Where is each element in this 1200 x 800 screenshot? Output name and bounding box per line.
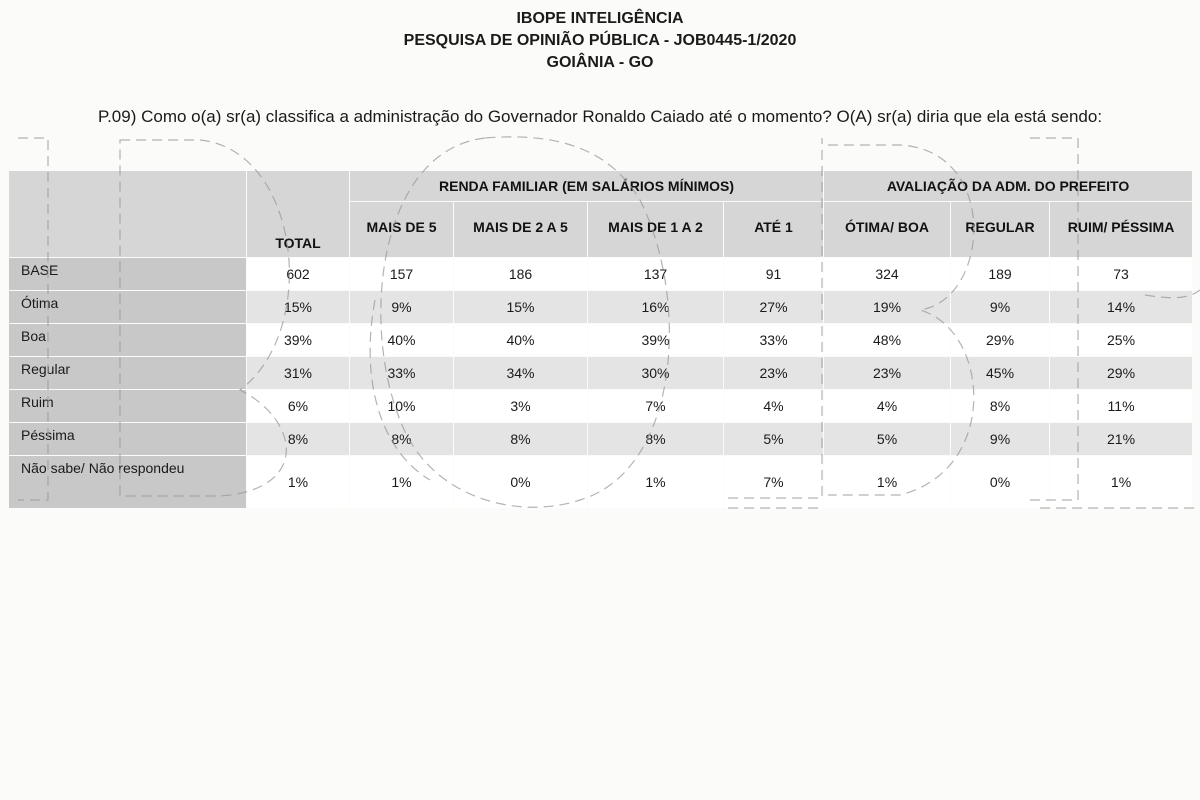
group-header-income: RENDA FAMILIAR (EM SALÁRIOS MÍNIMOS)	[350, 171, 824, 202]
table-cell: 23%	[824, 357, 951, 390]
table-cell: 0%	[454, 456, 588, 509]
table-cell: 21%	[1050, 423, 1193, 456]
table-cell: 29%	[1050, 357, 1193, 390]
group-header-evaluation: AVALIAÇÃO DA ADM. DO PREFEITO	[824, 171, 1193, 202]
table-cell: 33%	[350, 357, 454, 390]
table-cell: 39%	[588, 324, 724, 357]
col-header: MAIS DE 1 A 2	[588, 202, 724, 258]
table-cell: 1%	[1050, 456, 1193, 509]
table-cell: 137	[588, 258, 724, 291]
table-cell: 1%	[588, 456, 724, 509]
table-row	[9, 357, 1193, 390]
table-cell: 11%	[1050, 390, 1193, 423]
table-cell: 91	[724, 258, 824, 291]
table-cell: 1%	[824, 456, 951, 509]
table-cell: 602	[247, 258, 350, 291]
col-header: MAIS DE 5	[350, 202, 454, 258]
col-header: RUIM/ PÉSSIMA	[1050, 202, 1193, 258]
table-cell: 27%	[724, 291, 824, 324]
table-cell: 14%	[1050, 291, 1193, 324]
table-cell: 48%	[824, 324, 951, 357]
table-cell: 7%	[588, 390, 724, 423]
header-subtitle: PESQUISA DE OPINIÃO PÚBLICA - JOB0445-1/2020	[403, 32, 797, 49]
table-cell: 29%	[951, 324, 1050, 357]
col-header: ÓTIMA/ BOA	[824, 202, 951, 258]
table-cell: 189	[951, 258, 1050, 291]
row-label: Ótima	[9, 291, 247, 324]
header-title: IBOPE INTELIGÊNCIA	[516, 10, 684, 27]
table-cell: 23%	[724, 357, 824, 390]
col-header: ATÉ 1	[724, 202, 824, 258]
table-cell: 7%	[724, 456, 824, 509]
table-cell: 30%	[588, 357, 724, 390]
table-cell: 8%	[350, 423, 454, 456]
table-row	[9, 291, 1193, 324]
table-cell: 3%	[454, 390, 588, 423]
table-cell: 8%	[454, 423, 588, 456]
table-cell: 34%	[454, 357, 588, 390]
row-label: Não sabe/ Não respondeu	[9, 456, 247, 509]
table-cell: 5%	[824, 423, 951, 456]
table-cell: 186	[454, 258, 588, 291]
table-cell: 15%	[247, 291, 350, 324]
table-cell: 5%	[724, 423, 824, 456]
table-cell: 31%	[247, 357, 350, 390]
table-cell: 8%	[247, 423, 350, 456]
table-cell: 25%	[1050, 324, 1193, 357]
table-row	[9, 258, 1193, 291]
table-row	[9, 390, 1193, 423]
table-cell: 8%	[588, 423, 724, 456]
row-label: Ruim	[9, 390, 247, 423]
table-cell: 1%	[350, 456, 454, 509]
table-row	[9, 324, 1193, 357]
table-row	[9, 456, 1193, 509]
table-corner	[9, 171, 247, 258]
row-label: Péssima	[9, 423, 247, 456]
results-table	[8, 170, 1193, 509]
table-cell: 157	[350, 258, 454, 291]
table-cell: 8%	[951, 390, 1050, 423]
row-label: BASE	[9, 258, 247, 291]
col-header: REGULAR	[951, 202, 1050, 258]
table-cell: 45%	[951, 357, 1050, 390]
header-location: GOIÂNIA - GO	[546, 54, 654, 71]
table-cell: 9%	[951, 423, 1050, 456]
document-header	[0, 8, 1200, 74]
table-cell: 19%	[824, 291, 951, 324]
row-label: Boa	[9, 324, 247, 357]
table-cell: 10%	[350, 390, 454, 423]
table-cell: 39%	[247, 324, 350, 357]
table-cell: 0%	[951, 456, 1050, 509]
table-cell: 15%	[454, 291, 588, 324]
table-cell: 4%	[724, 390, 824, 423]
table-row	[9, 423, 1193, 456]
row-label: Regular	[9, 357, 247, 390]
table-cell: 9%	[951, 291, 1050, 324]
table-cell: 4%	[824, 390, 951, 423]
table-cell: 73	[1050, 258, 1193, 291]
table-cell: 324	[824, 258, 951, 291]
table-cell: 40%	[350, 324, 454, 357]
table-cell: 9%	[350, 291, 454, 324]
col-header-total: TOTAL	[247, 171, 350, 258]
table-cell: 16%	[588, 291, 724, 324]
table-cell: 6%	[247, 390, 350, 423]
table-cell: 33%	[724, 324, 824, 357]
col-header: MAIS DE 2 A 5	[454, 202, 588, 258]
question-text: P.09) Como o(a) sr(a) classifica a administração do Governador Ronaldo Caiado até o momento? O(A) sr(a) diria que ela está sendo:	[97, 107, 1103, 126]
table-cell: 1%	[247, 456, 350, 509]
table-cell: 40%	[454, 324, 588, 357]
